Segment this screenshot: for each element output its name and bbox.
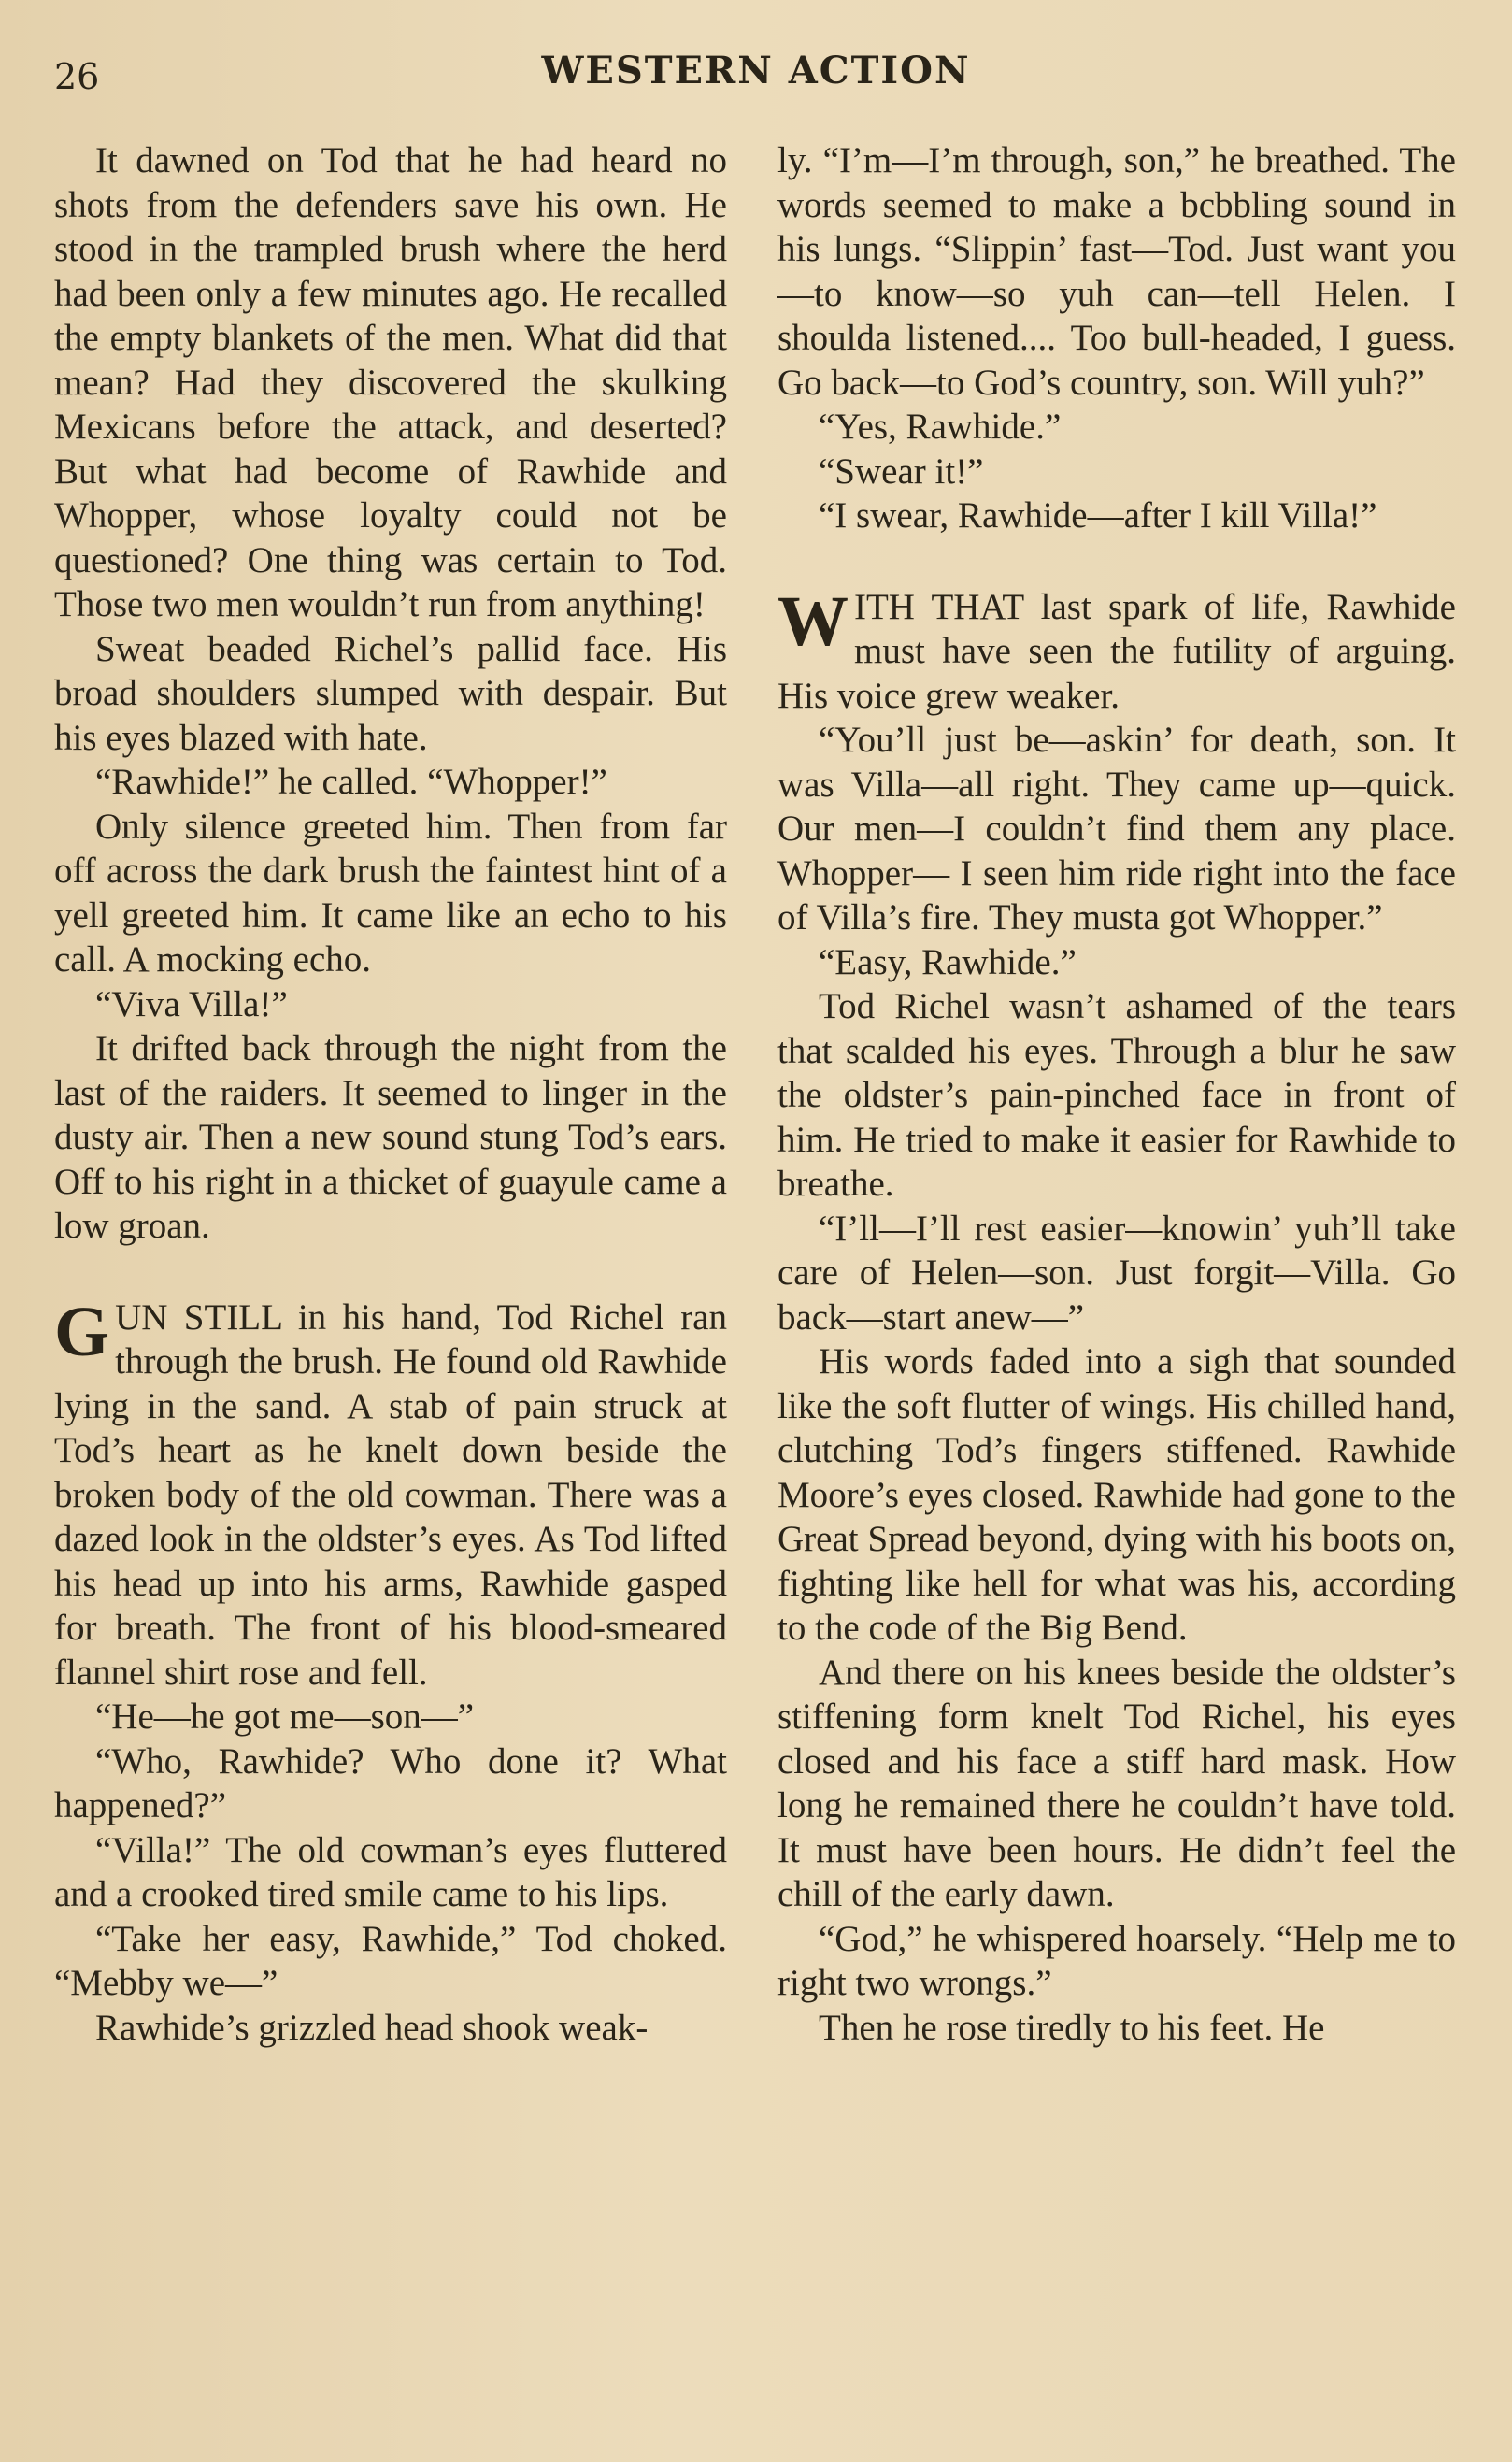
section-break <box>54 1249 727 1295</box>
paragraph: Rawhide’s grizzled head shook weak- <box>95 2007 649 2048</box>
paragraph: “Yes, Rawhide.” <box>819 407 1062 447</box>
left-column <box>54 138 727 2050</box>
section-opening-paragraph <box>777 581 1456 719</box>
paragraph: Only silence greeted him. Then from far off across the dark brush the faintest hint of a yell greeted him. It came like an echo to his call. A mocking echo. <box>54 806 727 980</box>
paragraph: It drifted back through the night from the last of the raiders. It seemed to linger in the dusty air. Then a new sound stung Tod’s ears. Off to his right in a thicket of guayule came a low groan. <box>54 1028 727 1246</box>
paragraph-text: UN STILL in his hand, Tod Richel ran through the brush. He found old Rawhide lying in the sand. A stab of pain struck at Tod’s heart as he knelt down beside the broken body of the old cowman. There was a dazed look in the oldster’s eyes. As Tod lifted his head up into his arms, Rawhide gasped for breath. The front of his blood-smeared flannel shirt rose and fell. <box>54 1296 727 1693</box>
right-column <box>777 138 1456 2050</box>
paragraph: “Who, Rawhide? Who done it? What happened?” <box>54 1740 727 1825</box>
paragraph: “Viva Villa!” <box>95 983 288 1024</box>
paragraph: Then he rose tiredly to his feet. He <box>819 2007 1325 2048</box>
drop-cap: W <box>777 581 849 661</box>
drop-cap: G <box>54 1292 110 1371</box>
paragraph: His words faded into a sigh that sounded like the soft flutter of wings. His chilled hand, clutching Tod’s fingers stiffened. Rawhide Moore’s eyes closed. Rawhide had gone to the Great Spread beyond, dying with his boots on, fighting like hell for what was his, according to the code of the Big Bend. <box>777 1341 1456 1648</box>
running-head-title: WESTERN ACTION <box>541 49 971 93</box>
paragraph: ly. “I’m—I’m through, son,” he breathed. The words seemed to make a bcbbling sound in his lungs. “Slippin’ fast—Tod. Just want you—to know—so yuh can—tell Helen. I shoulda listened.... Too bull-headed, I guess. Go back—to God’s country, son. Will yuh?” <box>777 140 1456 403</box>
paragraph: “Villa!” The old cowman’s eyes fluttered and a crooked tired smile came to his lips. <box>54 1829 727 1914</box>
paragraph: “Take her easy, Rawhide,” Tod choked. “Mebby we—” <box>54 1918 727 2003</box>
paragraph: “Rawhide!” he called. “Whopper!” <box>95 762 607 802</box>
section-opening-paragraph <box>54 1292 727 1696</box>
paragraph: “Swear it!” <box>819 451 984 492</box>
paragraph: Sweat beaded Richel’s pallid face. His broad shoulders slumped with despair. But his eyes blazed with hate. <box>54 628 727 758</box>
paragraph-text: ITH THAT last spark of life, Rawhide must have seen the futility of arguing. His voice grew weaker. <box>777 586 1456 716</box>
section-break <box>777 538 1456 585</box>
page-number: 26 <box>54 56 100 97</box>
paragraph: And there on his knees beside the oldster’s stiffening form knelt Tod Richel, his eyes closed and his face a stiff hard mask. How long he remained there he couldn’t have told. It must have been hours. He didn’t feel the chill of the early dawn. <box>777 1652 1456 1914</box>
paragraph: Tod Richel wasn’t ashamed of the tears that scalded his eyes. Through a blur he saw the oldster’s pain-pinched face in front of him. He tried to make it easier for Rawhide to breathe. <box>777 986 1456 1204</box>
paragraph: “Easy, Rawhide.” <box>819 941 1077 982</box>
paragraph: “God,” he whispered hoarsely. “Help me to right two wrongs.” <box>777 1918 1456 2003</box>
paragraph: “He—he got me—son—” <box>95 1696 475 1737</box>
paragraph: It dawned on Tod that he had heard no shots from the defenders save his own. He stood in the trampled brush where the herd had been only a few minutes ago. He recalled the empty blankets of the men. What did that mean? Had they discovered the skulking Mexicans before the attack, and deserted? But what had become of Rawhide and Whopper, whose loyalty could not be questioned? One thing was certain to Tod. Those two men wouldn’t run from anything! <box>54 140 727 624</box>
paragraph: “You’ll just be—askin’ for death, son. It was Villa—all right. They came up—quick. Our men—I couldn’t find them any place. Whopper— I seen him ride right into the face of Villa’s fire. They musta got Whopper.” <box>777 720 1456 938</box>
paragraph: “I’ll—I’ll rest easier—knowin’ yuh’ll take care of Helen—son. Just forgit—Villa. Go back—start anew—” <box>777 1208 1456 1338</box>
page-header <box>54 49 1458 105</box>
paragraph: “I swear, Rawhide—after I kill Villa!” <box>819 495 1377 536</box>
